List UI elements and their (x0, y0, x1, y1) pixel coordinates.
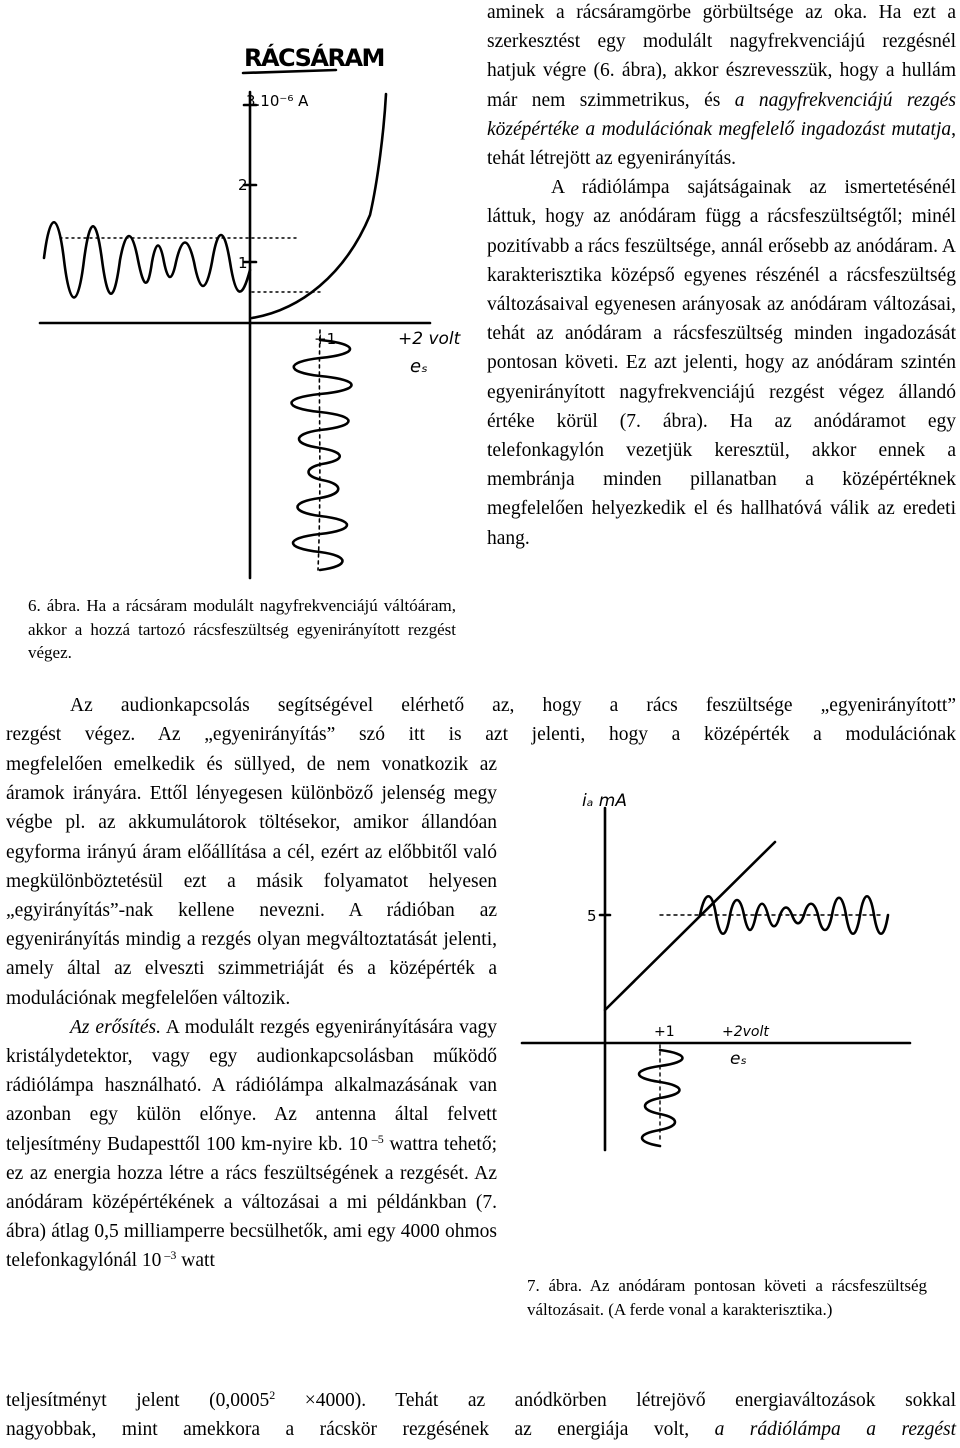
fig6-axis-label: eₛ (410, 356, 428, 377)
bottom-line-2: nagyobbak, mint amekkora a rácskör rezgésének az energiája volt, a rádiólámpa a rezgést (6, 1419, 956, 1441)
fig6-tick-1: 1 (238, 254, 248, 272)
full-width-text (6, 691, 956, 749)
fig6-grid-current-curve (252, 94, 386, 318)
fig7-characteristic-line (605, 842, 775, 1010)
fig7-voltage-wave (639, 1050, 683, 1146)
right-column-text (487, 0, 956, 553)
fig7-tick-5: 5 (587, 907, 597, 925)
figure-7 (510, 780, 950, 1260)
bottom-text (6, 1386, 956, 1444)
left-paragraph-1: megfelelően emelkedik és süllyed, de nem vonatkozik az áramok irányára. Ettől lényegesen különböző jelenség megy végbe pl. az akkumulátorok töltésekor, amikor állandóan egyforma irányú áram előállítása a cél, ezért az előbbitől való megkülönböztetésül ezt a másik folyamatot helyesen „egyirányítás”-nak kellene nevezni. A rádióban az egyenirányítás mindig a rezgés olyan megváltoztatását jelenti, amely által az elveszti szimmetriáját és a középérték a modulációnak megfelelően változik. (6, 754, 497, 1009)
fig6-title: RÁCSÁRAM (244, 44, 384, 72)
fig6-voltage-wave (292, 340, 352, 570)
fig7-tick-plus1: +1 (654, 1024, 675, 1040)
fig6-unit-label: 3.10⁻⁶ A (246, 92, 309, 110)
full-width-line-2: rezgést végez. Az „egyenirányítás” szó itt is azt jelenti, hogy a középérték a modulációnak (6, 724, 956, 746)
left-paragraph-2: Az erősítés. A modulált rezgés egyenirányítására vagy kristálydetektor, vagy egy audionkapcsolásban működő rádiólámpa használható. A rádiólámpa alkalmazásának van azonban egy külön előnye. Az antenna által felvett teljesítmény Budapesttől 100 km-nyire kb. 10 $^{-5}$ wattra tehető; ez az energia hozza létre a rács feszültségének a rezgését. Az anódáram középértékének a változásai a mi példánkban (7. ábra) átlag 0,5 milliamperre becsülhetők, ami egy 4000 ohmos telefonkagylónál 10 $^{-3}$ watt (6, 1016, 497, 1272)
figure-6 (30, 30, 470, 580)
bottom-line-1: teljesítményt jelent $(0,0005^2 \times 4000)$. Tehát az anódkörben létrejövő energiaváltozások sokkal (6, 1388, 956, 1411)
fig6-tick-plus2: +2 volt (398, 329, 461, 349)
fig7-tick-plus2: +2volt (722, 1024, 769, 1040)
figure-7-caption: 7. ábra. Az anódáram pontosan követi a rácsfeszültség változásait. (A ferde vonal a karakterisztika.) (527, 1276, 927, 1319)
full-width-line-1: Az audionkapcsolás segítségével elérhető az, hogy a rács feszültsége „egyenirányított” (70, 695, 956, 716)
fig7-axis-label: eₛ (730, 1049, 747, 1069)
fig6-current-wave (44, 222, 250, 297)
left-column-text (6, 750, 497, 1276)
fig6-tick-plus1: +1 (314, 330, 337, 348)
right-paragraph-1: aminek a rácsáramgörbe görbültsége az oka. Ha ezt a szerkesztést egy modulált nagyfrekvenciájú rezgésnél hatjuk végre (6. ábra), akkor észrevesszük, hogy a hullám már nem szimmetrikus, és a nagyfrekvenciájú rezgés középértéke a modulációnak megfelelő ingadozást mutatja, tehát létrejött az egyenirányítás. (487, 2, 957, 170)
figure-6-caption: 6. ábra. Ha a rácsáram modulált nagyfrekvenciájú váltóáram, akkor a hozzá tartozó rácsfeszültség egyenirányított rezgést végez. (28, 596, 456, 662)
right-paragraph-2: A rádiólámpa sajátságainak az ismertetésénél láttuk, hogy az anódáram függ a rácsfeszültségtől; minél pozitívabb a rács feszültsége, annál erősebb az anódáram. A karakterisztika középső egyenes részénél a rácsfeszültség változásaival egyenesen arányosak az anódáram változásai, tehát az anódáram a rácsfeszültség minden ingadozását pontosan követi. Ez azt jelenti, hogy az anódáram szintén egyenirányított nagyfrekvenciájú rezgést végez állandó értéke körül (7. ábra). Ha az anódáramot egy telefonkagylón vezetjük keresztül, akkor ennek a membránja minden pillanatban a középértéknek megfelelően helyezkedik el és hallhatóvá válik az eredeti hang. (487, 177, 956, 549)
fig7-y-label: iₐ mA (582, 791, 627, 811)
fig6-tick-2: 2 (238, 176, 248, 194)
